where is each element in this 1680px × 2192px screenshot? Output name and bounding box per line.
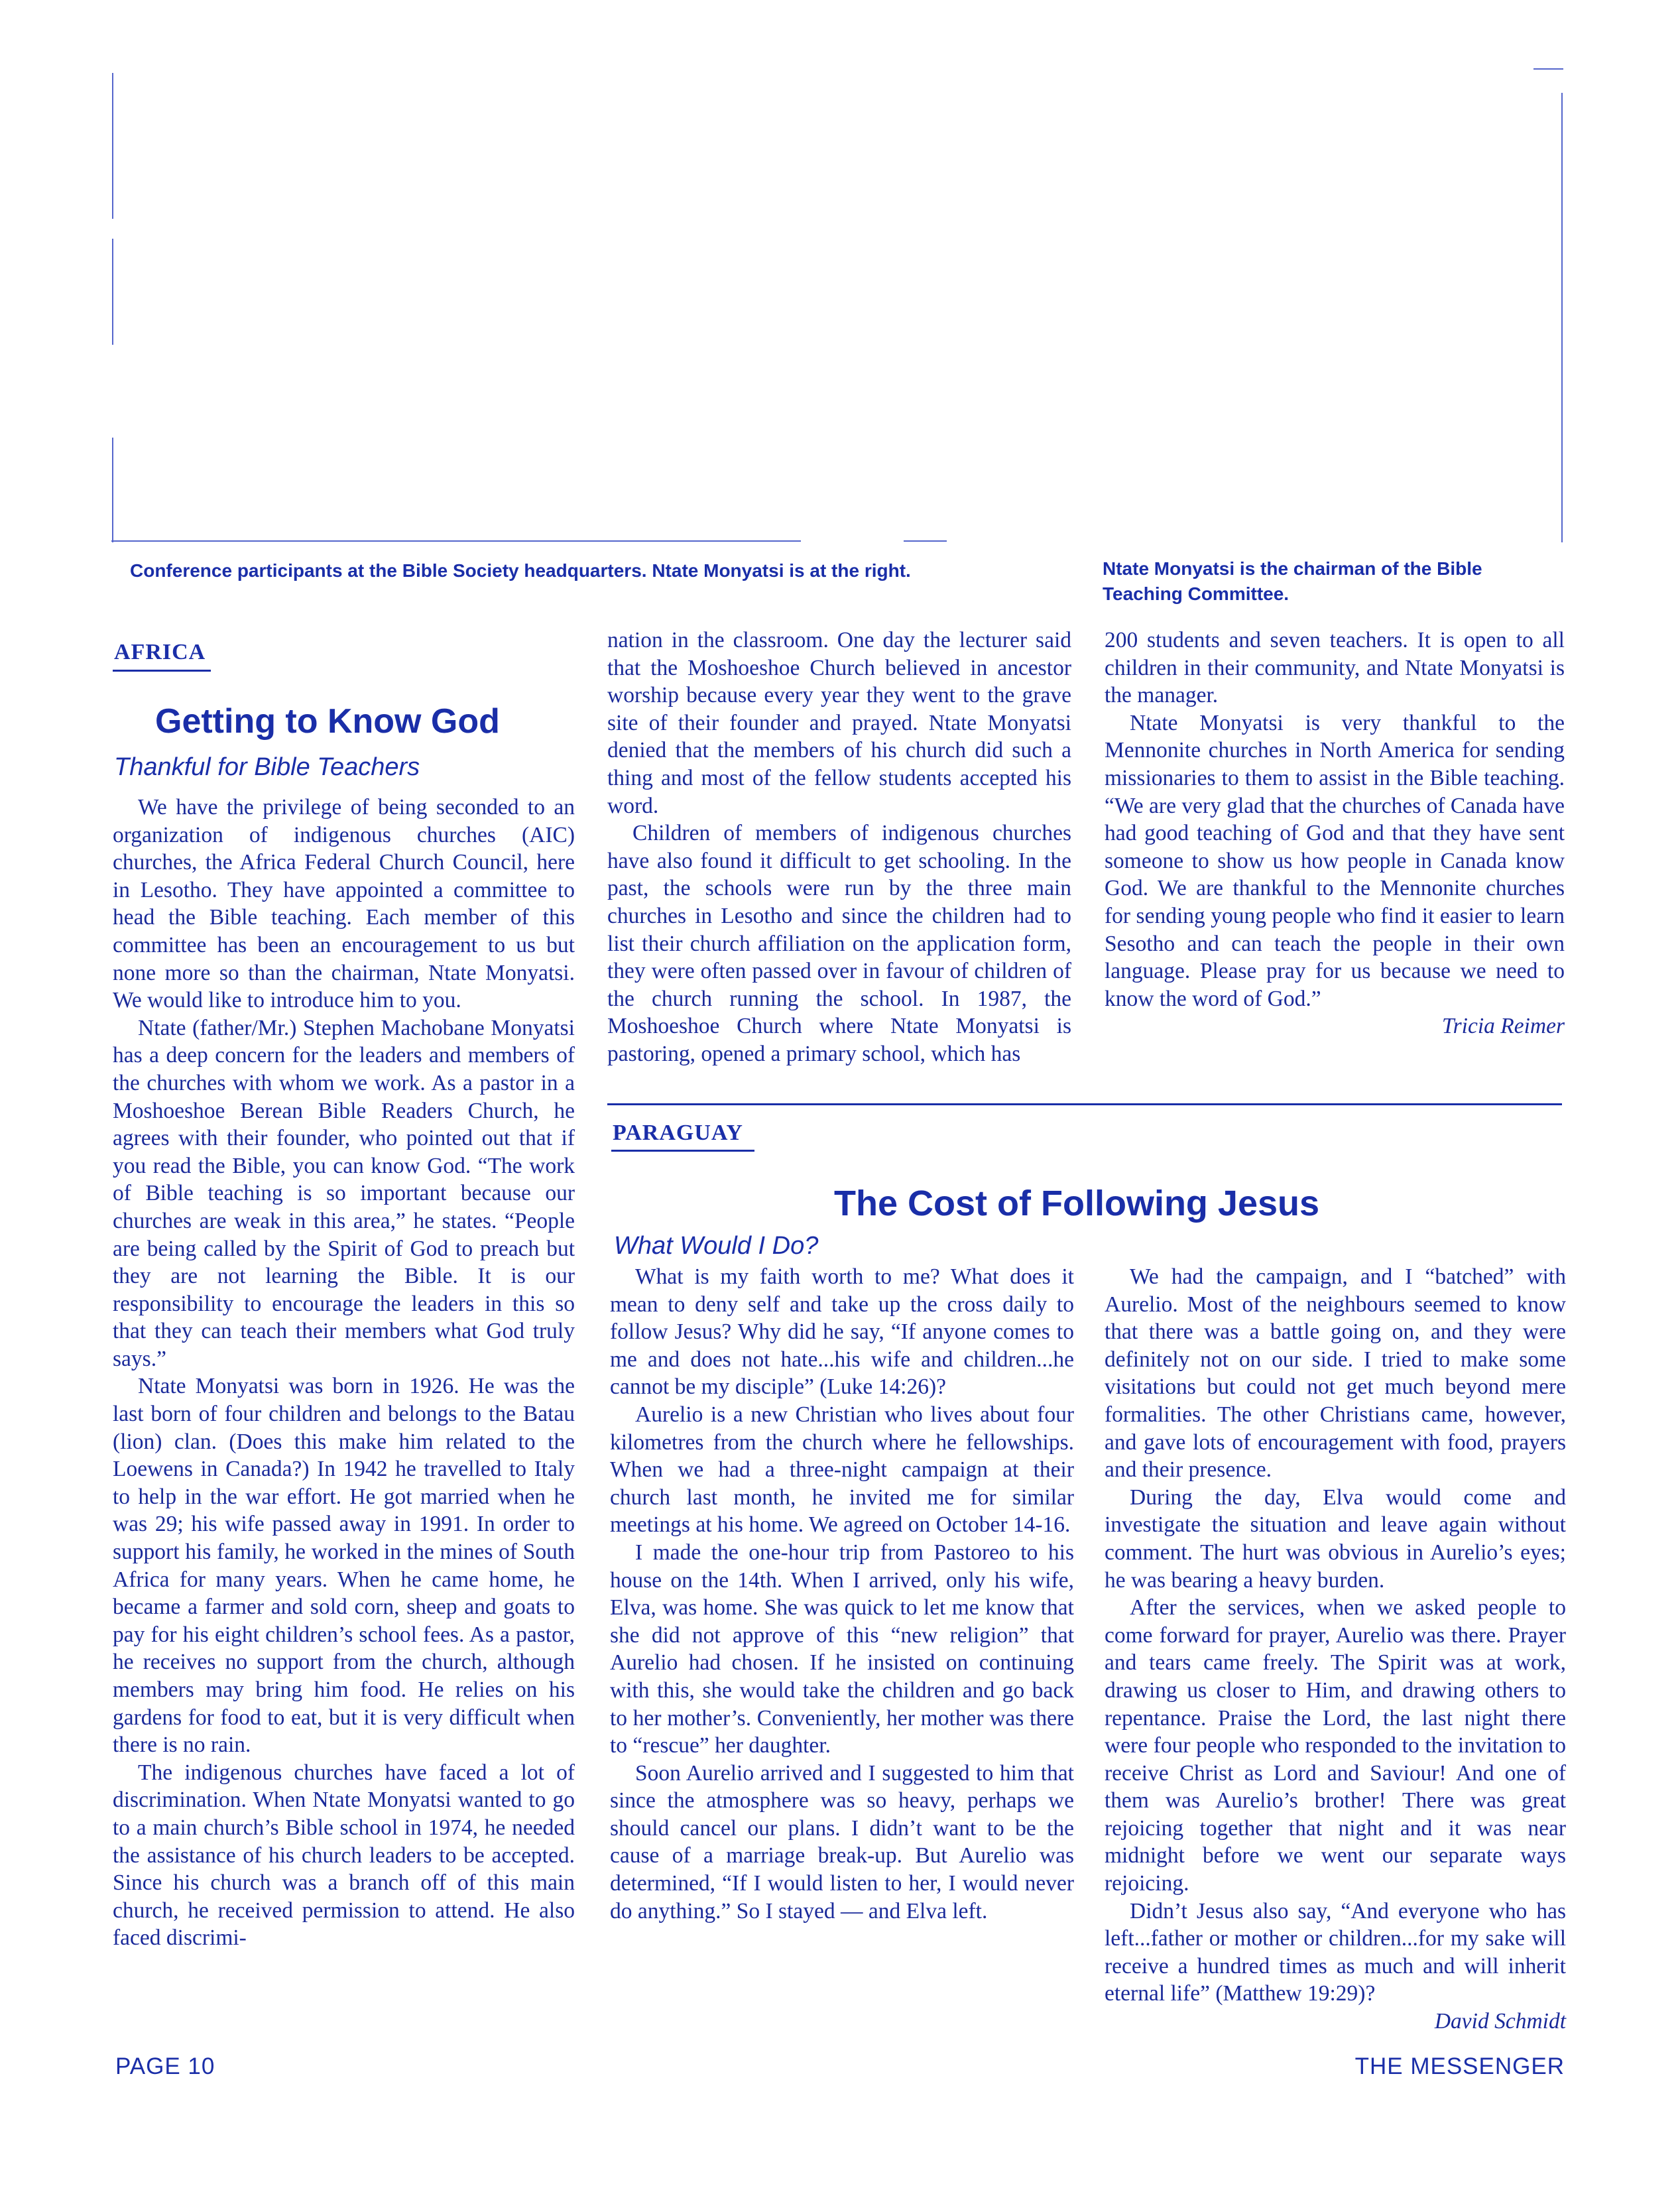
photo-caption-left: Conference participants at the Bible Society headquarters. Ntate Monyatsi is at the right. (130, 560, 911, 581)
paragraph: Children of members of indigenous churches have also found it difficult to get schooling. In the past, the schools were run by the three main churches in Lesotho and since the children had to list their church affiliation on the application form, they were often passed over in favour of children of the church running the school. In 1987, the Moshoeshoe Church where Ntate Monyatsi is pastoring, opened a primary school, which has (607, 821, 1071, 1066)
byline-paraguay: David Schmidt (1434, 2009, 1566, 2034)
photo-caption-right: Ntate Monyatsi is the chairman of the Bible Teaching Committee. (1103, 558, 1482, 604)
africa-column-1 (113, 794, 575, 1952)
publication-name: THE MESSENGER (1354, 2053, 1565, 2079)
paragraph: 200 students and seven teachers. It is open to all children in their community, and Ntate Monyatsi is the manager. (1105, 628, 1565, 708)
section-tag-rule (113, 670, 211, 672)
section-tag-africa: AFRICA (114, 640, 206, 664)
africa-column-2 (607, 627, 1071, 1068)
section-tag-rule (611, 1150, 754, 1152)
photo-area (111, 66, 1563, 542)
paragraph: Ntate Monyatsi is very thankful to the Mennonite churches in North America for sending missionaries to them to assist in the Bible teaching. “We are very glad that the churches of Canada have had good teaching of God and that they have sent someone to show us how people in Canada know God. We are thankful to the Mennonite churches for sending young people who find it easier to learn Sesotho and can teach the people in their own language. Please pray for us because we need to know the word of God.” (1105, 710, 1565, 1011)
paragraph: Soon Aurelio arrived and I suggested to him that since the atmosphere was so heavy, perhaps we should cancel our plans. I didn’t want to be the cause of a marriage break-up. But Aurelio was determined, “If I would listen to her, I would never do anything.” So I stayed — and Elva left. (610, 1760, 1074, 1923)
byline-africa: Tricia Reimer (1441, 1014, 1565, 1039)
paragraph: During the day, Elva would come and investigate the situation and leave again without comment. The hurt was obvious in Aurelio’s eyes; he was bearing a heavy burden. (1105, 1485, 1566, 1593)
paragraph: Ntate Monyatsi was born in 1926. He was the last born of four children and belongs to the Batau (lion) clan. (Does this make him related to the Loewens in Canada?) In 1942 he travelled to Italy to help in the war effort. He got married when he was 29; his wife passed away in 1991. In order to support his family, he worked in the mines of South Africa for many years. When he came home, he became a farmer and sold corn, sheep and goats to pay for his eight children’s school fees. As a pastor, he receives no support from the church, although members may bring him food. He relies on his gardens for food to eat, but it is very difficult when there is no rain. (113, 1374, 575, 1758)
africa-column-3 (1105, 627, 1565, 1040)
article-subtitle-paraguay: What Would I Do? (614, 1232, 819, 1260)
article-title-paraguay: The Cost of Following Jesus (834, 1184, 1320, 1223)
section-divider (607, 1103, 1562, 1105)
paraguay-column-1 (610, 1263, 1074, 1925)
paragraph: Ntate (father/Mr.) Stephen Machobane Monyatsi has a deep concern for the leaders and members of the churches with whom we work. As a pastor in a Moshoeshoe Berean Bible Readers Church, he agrees with their founder, who pointed out that if you read the Bible, you can know God. “The work of Bible teaching is so important because our churches are weak in this area,” he states. “People are being called by the Spirit of God to preach but they are not learning the Bible. It is our responsibility to encourage the leaders in this so that they can teach their members what God truly says.” (113, 1015, 575, 1371)
section-tag-paraguay: PARAGUAY (613, 1121, 743, 1145)
paragraph: I made the one-hour trip from Pastoreo to his house on the 14th. When I arrived, only his wife, Elva, was home. She was quick to let me know that she did not approve of this “new religion” that Aurelio had chosen. If he insisted on continuing with this, she would take the children and go back to her mother’s. Conveniently, her mother was there to “rescue” her daughter. (610, 1540, 1074, 1758)
paragraph: We have the privilege of being seconded to an organization of indigenous churches (AIC) churches, the Africa Federal Church Council, here in Lesotho. They have appointed a committee to head the Bible teaching. Each member of this committee has been an encouragement to us but none more so than the chairman, Ntate Monyatsi. We would like to introduce him to you. (113, 795, 575, 1013)
paraguay-column-2 (1105, 1263, 1566, 2036)
paragraph: nation in the classroom. One day the lecturer said that the Moshoeshoe Church believed in ancestor worship because every year they went to the grave site of their founder and prayed. Ntate Monyatsi denied that the members of his church did such a thing and most of the fellow students accepted his word. (607, 628, 1071, 818)
page-number: PAGE 10 (115, 2053, 215, 2079)
paragraph: Aurelio is a new Christian who lives about four kilometres from the church where he fellowships. When we had a three-night campaign at their church last month, he invited me for similar meetings at his home. We agreed on October 14-16. (610, 1402, 1074, 1538)
paragraph: The indigenous churches have faced a lot of discrimination. When Ntate Monyatsi wanted to go to a main church’s Bible school in 1974, he needed the assistance of his church leaders to be accepted. Since his church was a branch off of this main church, he received permission to attend. He also faced discrimi- (113, 1760, 575, 1951)
article-subtitle-africa: Thankful for Bible Teachers (114, 753, 420, 781)
paragraph: After the services, when we asked people to come forward for prayer, Aurelio was there. Prayer and tears came freely. The Spirit was at work, drawing us closer to Him, and drawing others to repentance. Praise the Lord, the last night there were four people who responded to the invitation to receive Christ as Lord and Saviour! And one of them was Aurelio’s brother! There was great rejoicing together that night and it was near midnight before we went our separate ways rejoicing. (1105, 1595, 1566, 1896)
paragraph: We had the campaign, and I “batched” with Aurelio. Most of the neighbours seemed to know that there was a battle going on, and they were definitely not on our side. I tried to make some visitations but could not get much beyond mere formalities. The other Christians came, however, and gave lots of encouragement with food, prayers and their presence. (1105, 1264, 1566, 1483)
paragraph: What is my faith worth to me? What does it mean to deny self and take up the cross daily to follow Jesus? Why did he say, “If anyone comes to me and does not hate...his wife and children...he cannot be my disciple” (Luke 14:26)? (610, 1264, 1074, 1400)
paragraph: Didn’t Jesus also say, “And everyone who has left...father or mother or children...for my sake will receive a hundred times as much and will inherit eternal life” (Matthew 19:29)? (1105, 1898, 1566, 2006)
article-title-africa: Getting to Know God (155, 702, 500, 741)
